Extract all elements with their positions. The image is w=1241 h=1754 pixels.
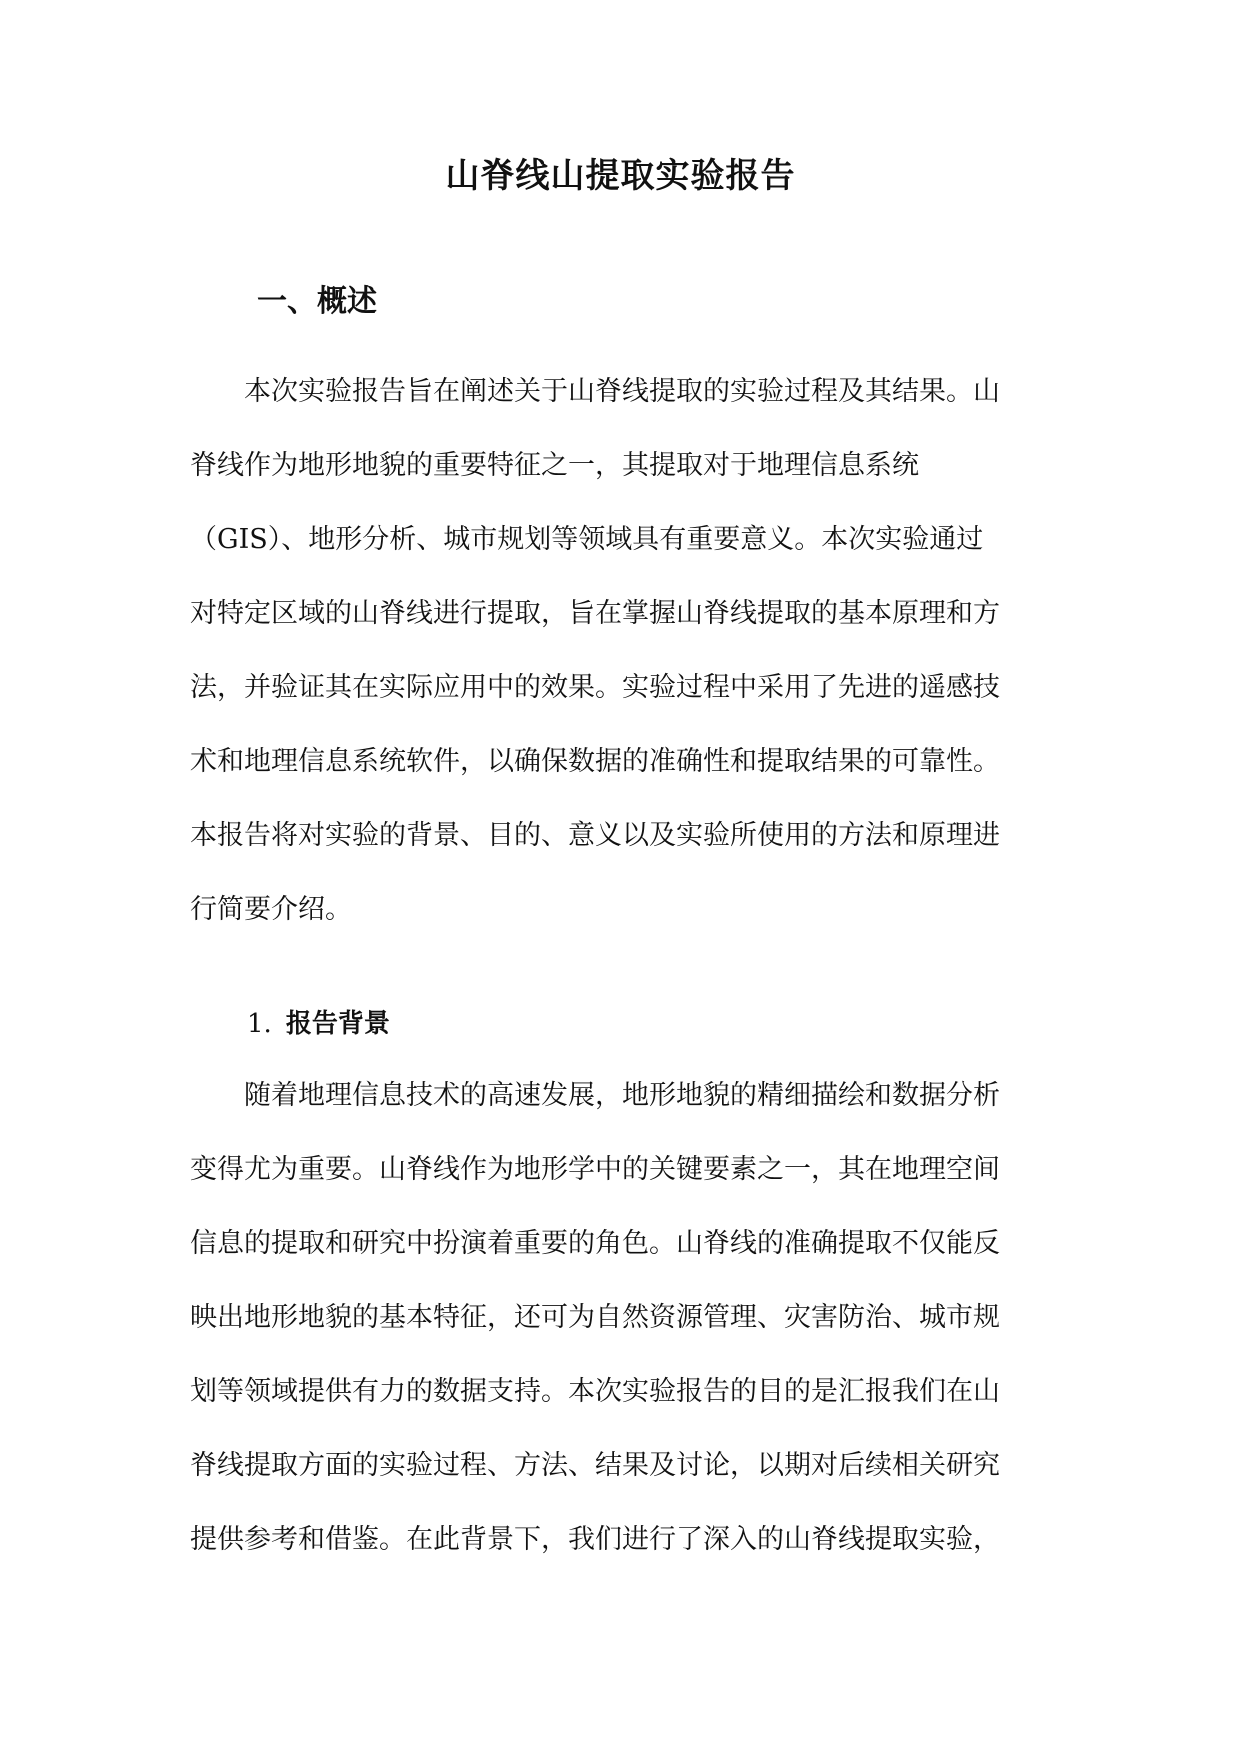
paragraph-line: 映出地形地貌的基本特征，还可为自然资源管理、灾害防治、城市规	[190, 1302, 1000, 1333]
paragraph-line: 变得尤为重要。山脊线作为地形学中的关键要素之一，其在地理空间	[190, 1154, 1000, 1185]
document-title: 山脊线山提取实验报告	[445, 156, 796, 196]
paragraph-line: 划等领域提供有力的数据支持。本次实验报告的目的是汇报我们在山	[190, 1376, 1000, 1407]
paragraph-line: 信息的提取和研究中扮演着重要的角色。山脊线的准确提取不仅能反	[190, 1228, 1000, 1259]
paragraph-line: 法，并验证其在实际应用中的效果。实验过程中采用了先进的遥感技	[190, 672, 1000, 703]
section-heading-overview: 一、概述	[257, 284, 377, 319]
paragraph-line: （GIS）、地形分析、城市规划等领域具有重要意义。本次实验通过	[190, 524, 984, 555]
paragraph-line: 对特定区域的山脊线进行提取，旨在掌握山脊线提取的基本原理和方	[190, 598, 1000, 629]
paragraph-line: 脊线作为地形地貌的重要特征之一，其提取对于地理信息系统	[190, 450, 919, 481]
paragraph-line: 行简要介绍。	[190, 894, 352, 925]
subsection-heading-background	[247, 1004, 390, 1044]
subsection-title: 报告背景	[285, 1009, 390, 1039]
background-paragraph	[190, 1078, 1060, 1596]
subsection-number: 1.	[247, 1009, 272, 1039]
paragraph-line: 随着地理信息技术的高速发展，地形地貌的精细描绘和数据分析	[190, 1080, 1000, 1111]
paragraph-line: 本报告将对实验的背景、目的、意义以及实验所使用的方法和原理进	[190, 820, 1000, 851]
paragraph-line: 本次实验报告旨在阐述关于山脊线提取的实验过程及其结果。山	[190, 376, 1000, 407]
overview-paragraph	[190, 374, 1060, 966]
paragraph-line: 术和地理信息系统软件，以确保数据的准确性和提取结果的可靠性。	[190, 746, 1000, 777]
paragraph-line: 提供参考和借鉴。在此背景下，我们进行了深入的山脊线提取实验，	[190, 1524, 1000, 1555]
paragraph-line: 脊线提取方面的实验过程、方法、结果及讨论，以期对后续相关研究	[190, 1450, 1000, 1481]
